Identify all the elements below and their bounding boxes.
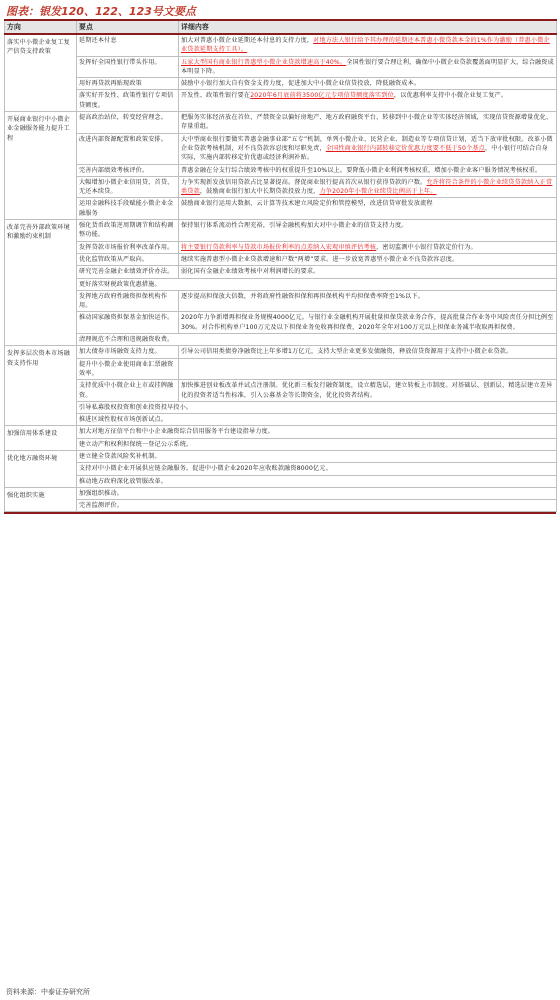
key-point-cell: 运用金融科技手段赋能小微企业金融服务 [77,198,179,220]
detail-text: 把服务实体经济放在首位，严禁资金以偏好房地产、地方政府融资平台，转移到中小微企业等实体经济领域，实现信贷资源增量优化、存量重组。 [181,114,553,131]
table-row [5,241,557,253]
highlighted-text: 全国性商业银行内部转移定价优惠力度要不低于50个基点 [325,144,485,152]
detail-text: 保持银行体系流动性合理充裕，引导金融机构加大对中小微企业的信贷支持力度。 [181,222,408,230]
detail-cell [179,112,557,134]
detail-cell [179,358,557,380]
detail-text: ，中小银行可结合自身实际，实施内部转移定价优惠或经济利润补贴。 [181,144,548,162]
key-point-cell: 完善内部绩效考核评价。 [77,164,179,176]
detail-cell [179,34,557,56]
table-row [5,426,557,438]
table-row [5,438,557,450]
highlighted-text: 将主要银行贷款利率与贷款市场报价利率的点差纳入宏观审慎评估考核 [181,243,377,251]
table-row [5,34,557,56]
highlighted-text: 对地方法人银行给予其办理的延期还本普惠小微贷款本金的1%作为激励（普惠小微企业贷款延期支持工具）。 [181,37,550,54]
key-point-cell: 加大债券市场融资支持力度。 [77,346,179,358]
detail-text: ，密切监测中小银行贷款定价行为。 [376,243,477,251]
direction-cell: 强化组织实施 [5,487,77,512]
table-row [5,475,557,487]
highlighted-text: 五家大型国有商业银行普惠型小微企业贷款增速高于40%。 [181,58,347,66]
table-row [5,112,557,134]
key-point-cell: 强化货币政策逆周期调节和结构调整功能。 [77,220,179,242]
direction-cell: 发挥多层次资本市场融资支持作用 [5,346,77,426]
key-point-cell: 建立健全贷款风险奖补机制。 [77,450,557,462]
table-row [5,278,557,290]
key-point-cell: 推动国家融资担保基金加快运作。 [77,312,179,334]
detail-cell [179,198,557,220]
table-row [5,176,557,198]
table-header-row [5,20,557,34]
table-row [5,346,557,358]
key-point-cell: 大幅增加小微企业信用贷、首贷、无还本续贷。 [77,176,179,198]
table-row [5,463,557,475]
direction-cell: 开展商业银行中小微企业金融服务能力提升工程 [5,112,77,220]
detail-text: 鼓励商业银行运用大数据、云计算等技术建立风险定价和管控模型，改进信贷审批发放流程 [181,200,433,208]
table-row [5,334,557,346]
key-point-cell: 更好落实财税政策优惠措施。 [77,278,557,290]
table-row [5,414,557,426]
detail-cell [179,312,557,334]
detail-text: ，鼓励商业银行加大中长期贷款投放力度， [199,188,320,196]
direction-cell: 优化地方融资环境 [5,450,77,487]
table-row [5,90,557,112]
detail-text: 鼓励中小银行加大自有资金支持力度，促进加大中小微企业信贷投放，降低融资成本。 [181,80,421,88]
key-point-cell: 优化监管政策从严取向。 [77,253,179,265]
detail-text: 弱化国有金融企业绩效考核中对利润增长的要求。 [181,268,320,276]
key-point-cell: 发挥贷款市场报价利率改革作用。 [77,241,179,253]
detail-text: 继续实施普惠型小微企业贷款增速和户数“两增”要求。进一步放宽普惠型小微企业不良贷款容忍度。 [181,255,459,263]
detail-cell [179,380,557,402]
table-row [5,78,557,90]
key-point-cell: 提高政治站位，转变经营理念。 [77,112,179,134]
direction-cell: 落实中小微企业复工复产信贷支持政策 [5,34,77,112]
detail-text: 加大对普惠小微企业延期还本付息的支持力度， [181,37,314,44]
detail-cell [179,90,557,112]
key-point-cell: 发挥好全国性银行带头作用。 [77,56,179,78]
detail-cell [179,253,557,265]
detail-cell [179,78,557,90]
highlighted-text: 2020年6月底前将3500亿元专项信贷额度落实到位 [250,92,394,100]
header-direction: 方向 [5,20,77,34]
detail-cell [179,290,557,312]
detail-cell [179,56,557,78]
table-row [5,253,557,265]
detail-cell [179,220,557,242]
table-row [5,290,557,312]
key-point-cell: 改进内部资源配置和政策安排。 [77,133,179,164]
highlighted-text: 允许将符合条件的小微企业续贷贷款纳入正常类贷款 [181,178,553,196]
key-point-cell: 延期还本付息 [77,34,179,56]
bottom-rule [4,512,556,514]
key-point-cell: 支持对中小微企业开展供应链金融服务。促进中小微企业2020年应收账款融资8000亿元。 [77,463,557,475]
detail-cell [179,266,557,278]
key-point-cell: 落实好开发性、政策性银行专项信贷额度。 [77,90,179,112]
key-point-cell: 推动地方政府深化放管服改革。 [77,475,557,487]
key-point-cell: 提升中小微企业使用商业汇票融资效率。 [77,358,179,380]
key-point-cell: 加大对地方征信平台和中小企业融资综合信用服务平台建设指导力度。 [77,426,557,438]
detail-text: 力争实现新发放信用贷款占比显著提高。督促商业银行提高首次从银行获得贷款的户数。 [181,178,427,186]
key-point-cell: 完善监测评价。 [77,500,557,512]
detail-text: 加快推进创业板改革并试点注册制。优化新三板发行融资制度，设立精选层，建立转板上市制度。对基础层、创新层、精选层建立差异化的投资者适当性标准，引入公募基金等长期资金，优化投资者结构。 [181,382,553,399]
direction-cell: 加强信用体系建设 [5,426,77,451]
detail-text: 开发性、政策性银行要在 [181,92,251,100]
key-point-cell: 用好再贷款再贴现政策 [77,78,179,90]
table-row [5,487,557,499]
table-row [5,266,557,278]
key-point-cell: 研究完善金融企业绩效评价办法。 [77,266,179,278]
table-row [5,133,557,164]
detail-text: 2020年力争新增再担保业务规模4000亿元。与银行业金融机构开展批量担保贷款业务合作，提高批量合作业务中风险责任分担比例至30%。对合作机构单户100万元及以下担保业务免收再担保费，2020年全年对100万元以上担保业务减半收取再担保费。 [181,314,554,331]
key-point-cell: 支持优质中小微企业上市或挂牌融资。 [77,380,179,402]
detail-text: 普惠金融在分支行综合绩效考核中的权重提升至10%以上。要降低小微企业利润考核权重，增加小微企业客户服务情况考核权重。 [181,166,542,174]
table-row [5,500,557,512]
detail-cell [179,346,557,358]
key-point-cell: 建立动产和权利担保统一登记公示系统。 [77,438,557,450]
table-row [5,164,557,176]
table-row [5,198,557,220]
source-note: 资料来源：中泰证券研究所 [6,988,90,996]
table-row [5,220,557,242]
key-point-cell: 清理规范不合理和违规融资收费。 [77,334,557,346]
policy-table [4,19,557,512]
detail-text: 大中型商业银行要做实普惠金融事业部“五专”机制，单列小微企业、民营企业、制造业等专项信贷计划，适当下放审批权限。改革小微企业贷款考核机制，对不良贷款容忍度和尽职免责， [181,135,553,152]
key-point-cell: 发挥地方政府性融资担保机构作用。 [77,290,179,312]
key-point-cell: 加强组织推动。 [77,487,557,499]
direction-cell: 改革完善外部政策环境和激励约束机制 [5,220,77,346]
detail-text: 逐步提高担保放大倍数，并将政府性融资担保和再担保机构平均担保费率降至1%以下。 [181,292,424,300]
highlighted-text: 力争2020年小微企业续贷比例高于上年。 [319,188,437,196]
detail-cell [179,241,557,253]
detail-cell [179,133,557,164]
table-row [5,450,557,462]
detail-cell [179,176,557,198]
table-row [5,380,557,402]
table-row [5,358,557,380]
key-point-cell: 推进区域性股权市场创新试点。 [77,414,557,426]
figure-title: 图表：银发120、122、123号文要点 [6,5,196,18]
table-row [5,56,557,78]
detail-text: 全国性银行要合理让利，确保中小微企业贷款覆盖面明显扩大，综合融资成本明显下降。 [181,58,554,75]
header-detail: 详细内容 [179,20,557,34]
header-key-point: 要点 [77,20,179,34]
key-point-cell: 引导私募股权投资和创业投资投早投小。 [77,401,557,413]
table-row [5,401,557,413]
table-body [5,34,557,512]
detail-cell [179,164,557,176]
detail-text: ，以优惠利率支持中小微企业复工复产。 [393,92,508,100]
table-row [5,312,557,334]
detail-text: 引导公司信用类债券净融资比上年多增1万亿元，支持大型企业更多发债融资，释放信贷资源用于支持中小微企业贷款。 [181,348,513,356]
